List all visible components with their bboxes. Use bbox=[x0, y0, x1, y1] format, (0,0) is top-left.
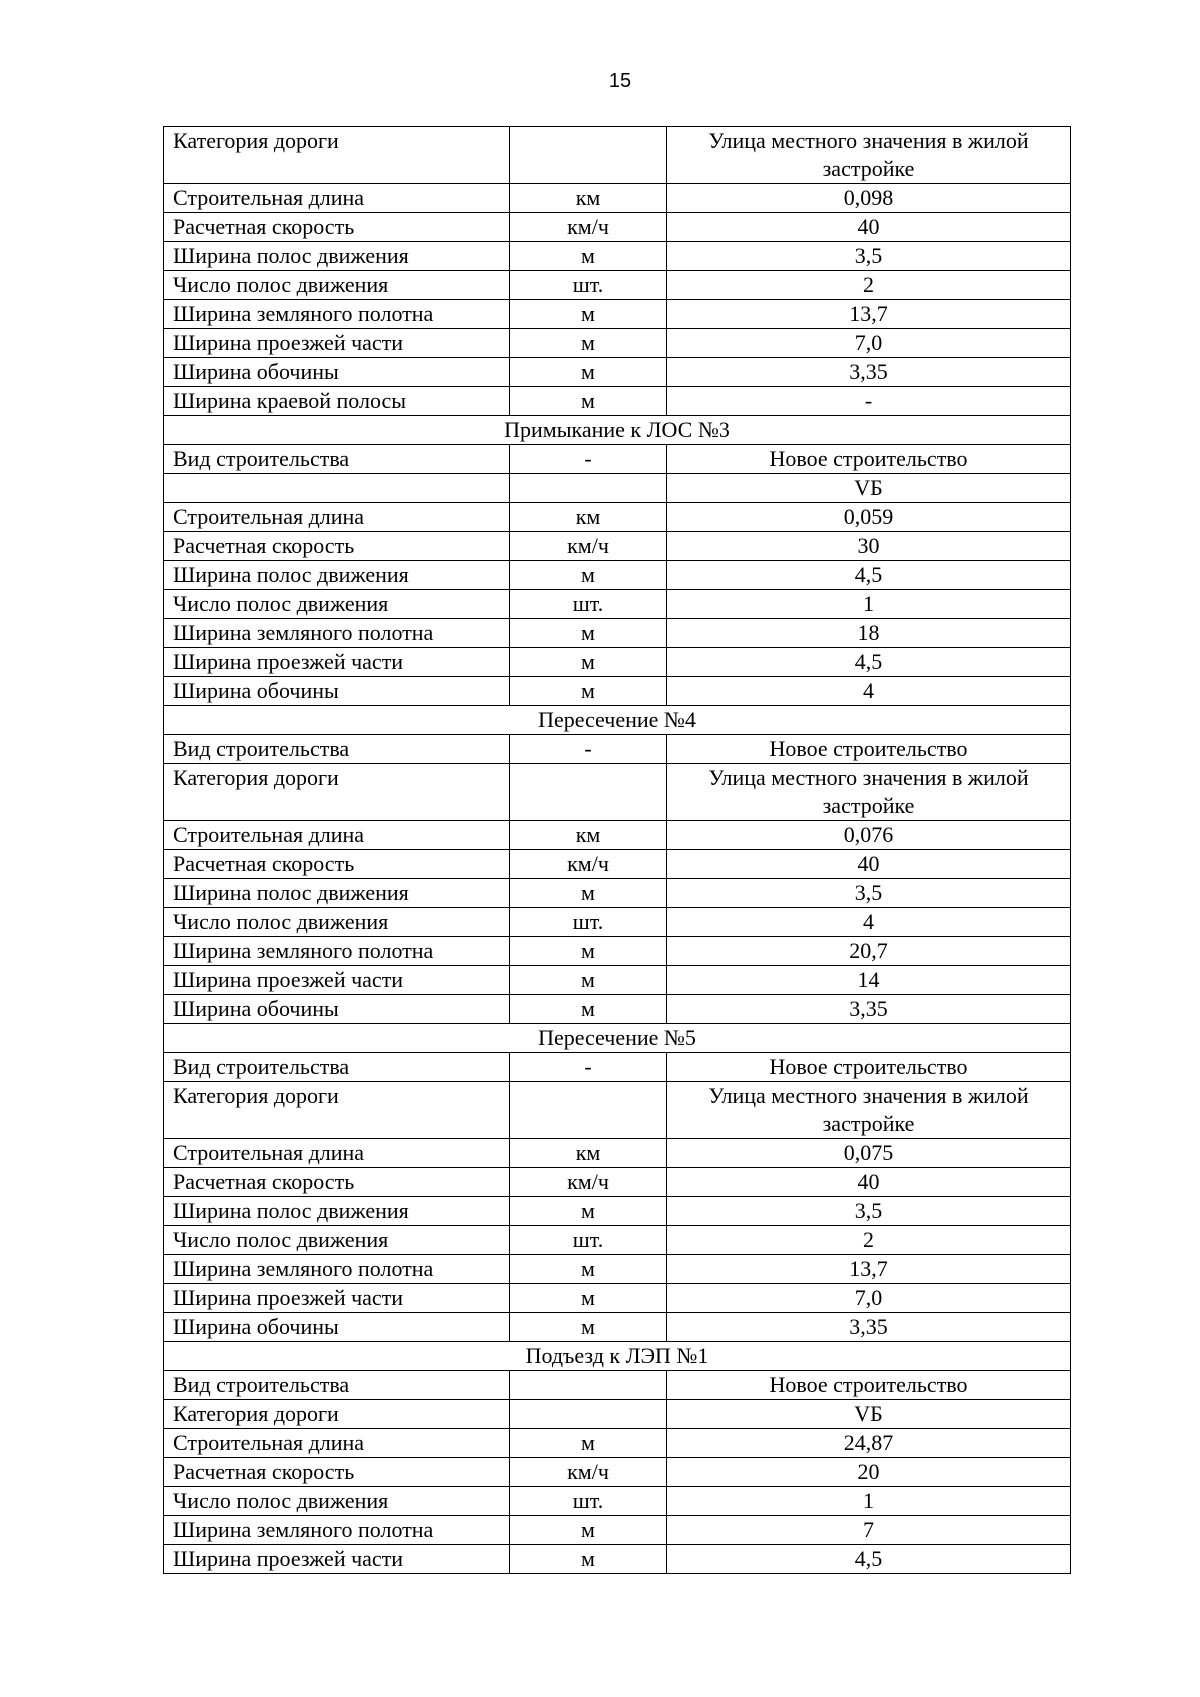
value-cell: 4,5 bbox=[667, 1545, 1071, 1574]
param-cell: Ширина земляного полотна bbox=[164, 300, 510, 329]
table-row bbox=[164, 1226, 1071, 1255]
value-cell: 1 bbox=[667, 1487, 1071, 1516]
unit-cell: м bbox=[510, 561, 667, 590]
param-cell: Расчетная скорость bbox=[164, 213, 510, 242]
param-cell: Число полос движения bbox=[164, 271, 510, 300]
param-cell: Ширина земляного полотна bbox=[164, 1516, 510, 1545]
value-cell: Улица местного значения в жилой застройке bbox=[667, 764, 1071, 821]
table-row bbox=[164, 1400, 1071, 1429]
unit-cell: шт. bbox=[510, 1487, 667, 1516]
table-row bbox=[164, 300, 1071, 329]
unit-cell: м bbox=[510, 1284, 667, 1313]
table-row bbox=[164, 1545, 1071, 1574]
value-cell: 30 bbox=[667, 532, 1071, 561]
table-row bbox=[164, 184, 1071, 213]
unit-cell bbox=[510, 474, 667, 503]
unit-cell: м bbox=[510, 1255, 667, 1284]
unit-cell: м bbox=[510, 1429, 667, 1458]
value-cell: Новое строительство bbox=[667, 1053, 1071, 1082]
value-cell: 3,35 bbox=[667, 358, 1071, 387]
unit-cell: км/ч bbox=[510, 1458, 667, 1487]
value-cell: Улица местного значения в жилой застройке bbox=[667, 127, 1071, 184]
unit-cell: км/ч bbox=[510, 850, 667, 879]
table-row bbox=[164, 358, 1071, 387]
unit-cell: м bbox=[510, 1545, 667, 1574]
table-row bbox=[164, 127, 1071, 184]
unit-cell: км/ч bbox=[510, 532, 667, 561]
value-cell: 13,7 bbox=[667, 300, 1071, 329]
table-row bbox=[164, 1139, 1071, 1168]
table-row bbox=[164, 532, 1071, 561]
section-header-row bbox=[164, 1342, 1071, 1371]
value-cell: 4,5 bbox=[667, 561, 1071, 590]
unit-cell bbox=[510, 1371, 667, 1400]
value-cell: 7,0 bbox=[667, 1284, 1071, 1313]
table-row bbox=[164, 908, 1071, 937]
table-row bbox=[164, 1255, 1071, 1284]
unit-cell: - bbox=[510, 445, 667, 474]
param-cell: Категория дороги bbox=[164, 1400, 510, 1429]
table-row bbox=[164, 937, 1071, 966]
value-cell: 40 bbox=[667, 850, 1071, 879]
value-cell: VБ bbox=[667, 1400, 1071, 1429]
param-cell: Ширина полос движения bbox=[164, 561, 510, 590]
unit-cell: м bbox=[510, 1516, 667, 1545]
value-cell: 20 bbox=[667, 1458, 1071, 1487]
param-cell: Ширина полос движения bbox=[164, 242, 510, 271]
section-title: Пересечение №5 bbox=[164, 1024, 1071, 1053]
value-cell: 3,35 bbox=[667, 1313, 1071, 1342]
table-row bbox=[164, 1313, 1071, 1342]
unit-cell: шт. bbox=[510, 1226, 667, 1255]
table-row bbox=[164, 966, 1071, 995]
table-row bbox=[164, 1284, 1071, 1313]
value-cell: 1 bbox=[667, 590, 1071, 619]
param-cell: Ширина проезжей части bbox=[164, 1545, 510, 1574]
table-row bbox=[164, 590, 1071, 619]
value-cell: 2 bbox=[667, 271, 1071, 300]
param-cell: Число полос движения bbox=[164, 1226, 510, 1255]
param-cell: Ширина земляного полотна bbox=[164, 937, 510, 966]
value-cell: 14 bbox=[667, 966, 1071, 995]
param-cell: Ширина земляного полотна bbox=[164, 1255, 510, 1284]
table-row bbox=[164, 821, 1071, 850]
table-row bbox=[164, 879, 1071, 908]
unit-cell bbox=[510, 1400, 667, 1429]
page-number: 15 bbox=[608, 70, 632, 92]
value-cell: VБ bbox=[667, 474, 1071, 503]
table-row bbox=[164, 1082, 1071, 1139]
table-row bbox=[164, 1168, 1071, 1197]
table-row bbox=[164, 271, 1071, 300]
table-row bbox=[164, 995, 1071, 1024]
unit-cell: шт. bbox=[510, 908, 667, 937]
table-row bbox=[164, 1487, 1071, 1516]
table-body bbox=[164, 127, 1071, 1574]
param-cell: Строительная длина bbox=[164, 821, 510, 850]
section-header-row bbox=[164, 416, 1071, 445]
param-cell: Расчетная скорость bbox=[164, 1458, 510, 1487]
unit-cell: км bbox=[510, 184, 667, 213]
param-cell: Ширина обочины bbox=[164, 995, 510, 1024]
value-cell: 2 bbox=[667, 1226, 1071, 1255]
value-cell: 24,87 bbox=[667, 1429, 1071, 1458]
unit-cell: км bbox=[510, 821, 667, 850]
value-cell: 3,35 bbox=[667, 995, 1071, 1024]
param-cell: Число полос движения bbox=[164, 590, 510, 619]
value-cell: 20,7 bbox=[667, 937, 1071, 966]
unit-cell: м bbox=[510, 242, 667, 271]
section-title: Пересечение №4 bbox=[164, 706, 1071, 735]
param-cell: Расчетная скорость bbox=[164, 850, 510, 879]
value-cell: 7 bbox=[667, 1516, 1071, 1545]
param-cell: Расчетная скорость bbox=[164, 532, 510, 561]
param-cell: Категория дороги bbox=[164, 127, 510, 184]
unit-cell: - bbox=[510, 735, 667, 764]
table-row bbox=[164, 1458, 1071, 1487]
param-cell: Ширина обочины bbox=[164, 1313, 510, 1342]
param-cell: Ширина проезжей части bbox=[164, 648, 510, 677]
value-cell: 13,7 bbox=[667, 1255, 1071, 1284]
table-row bbox=[164, 850, 1071, 879]
unit-cell: м bbox=[510, 937, 667, 966]
value-cell: 4,5 bbox=[667, 648, 1071, 677]
table-row bbox=[164, 561, 1071, 590]
unit-cell: шт. bbox=[510, 271, 667, 300]
value-cell: 0,059 bbox=[667, 503, 1071, 532]
table-row bbox=[164, 445, 1071, 474]
param-cell: Ширина проезжей части bbox=[164, 1284, 510, 1313]
param-cell: Расчетная скорость bbox=[164, 1168, 510, 1197]
value-cell: 3,5 bbox=[667, 1197, 1071, 1226]
unit-cell bbox=[510, 1082, 667, 1139]
unit-cell: м bbox=[510, 879, 667, 908]
unit-cell bbox=[510, 764, 667, 821]
value-cell: 0,098 bbox=[667, 184, 1071, 213]
unit-cell: км/ч bbox=[510, 1168, 667, 1197]
table-row bbox=[164, 329, 1071, 358]
table-row bbox=[164, 764, 1071, 821]
value-cell: Новое строительство bbox=[667, 1371, 1071, 1400]
param-cell: Строительная длина bbox=[164, 1429, 510, 1458]
table-row bbox=[164, 1516, 1071, 1545]
value-cell: 3,5 bbox=[667, 242, 1071, 271]
value-cell: - bbox=[667, 387, 1071, 416]
section-title: Подъезд к ЛЭП №1 bbox=[164, 1342, 1071, 1371]
value-cell: 40 bbox=[667, 1168, 1071, 1197]
unit-cell: м bbox=[510, 358, 667, 387]
table-row bbox=[164, 213, 1071, 242]
unit-cell: км bbox=[510, 503, 667, 532]
param-cell: Ширина обочины bbox=[164, 677, 510, 706]
param-cell: Ширина проезжей части bbox=[164, 966, 510, 995]
table-row bbox=[164, 1371, 1071, 1400]
value-cell: 3,5 bbox=[667, 879, 1071, 908]
param-cell: Ширина полос движения bbox=[164, 1197, 510, 1226]
param-cell: Категория дороги bbox=[164, 764, 510, 821]
param-cell: Ширина полос движения bbox=[164, 879, 510, 908]
unit-cell: м bbox=[510, 300, 667, 329]
unit-cell: м bbox=[510, 329, 667, 358]
unit-cell: - bbox=[510, 1053, 667, 1082]
value-cell: 7,0 bbox=[667, 329, 1071, 358]
section-header-row bbox=[164, 706, 1071, 735]
param-cell: Ширина земляного полотна bbox=[164, 619, 510, 648]
section-header-row bbox=[164, 1024, 1071, 1053]
param-cell: Вид строительства bbox=[164, 1053, 510, 1082]
value-cell: Улица местного значения в жилой застройке bbox=[667, 1082, 1071, 1139]
param-cell: Вид строительства bbox=[164, 1371, 510, 1400]
param-cell: Ширина обочины bbox=[164, 358, 510, 387]
value-cell: 0,075 bbox=[667, 1139, 1071, 1168]
value-cell: 4 bbox=[667, 677, 1071, 706]
value-cell: 40 bbox=[667, 213, 1071, 242]
road-parameters-table bbox=[163, 126, 1071, 1574]
unit-cell: м bbox=[510, 1197, 667, 1226]
table-row bbox=[164, 1197, 1071, 1226]
value-cell: Новое строительство bbox=[667, 445, 1071, 474]
unit-cell: м bbox=[510, 966, 667, 995]
param-cell: Число полос движения bbox=[164, 1487, 510, 1516]
unit-cell: м bbox=[510, 995, 667, 1024]
param-cell: Категория дороги bbox=[164, 1082, 510, 1139]
table-row bbox=[164, 619, 1071, 648]
table-row bbox=[164, 1429, 1071, 1458]
table-row bbox=[164, 735, 1071, 764]
param-cell bbox=[164, 474, 510, 503]
param-cell: Ширина краевой полосы bbox=[164, 387, 510, 416]
param-cell: Вид строительства bbox=[164, 445, 510, 474]
table-row bbox=[164, 1053, 1071, 1082]
section-title: Примыкание к ЛОС №3 bbox=[164, 416, 1071, 445]
table-row bbox=[164, 387, 1071, 416]
param-cell: Вид строительства bbox=[164, 735, 510, 764]
param-cell: Строительная длина bbox=[164, 1139, 510, 1168]
unit-cell: км/ч bbox=[510, 213, 667, 242]
param-cell: Ширина проезжей части bbox=[164, 329, 510, 358]
param-cell: Строительная длина bbox=[164, 184, 510, 213]
param-cell: Число полос движения bbox=[164, 908, 510, 937]
value-cell: Новое строительство bbox=[667, 735, 1071, 764]
value-cell: 18 bbox=[667, 619, 1071, 648]
table-row bbox=[164, 677, 1071, 706]
table-row bbox=[164, 503, 1071, 532]
unit-cell bbox=[510, 127, 667, 184]
table-row bbox=[164, 648, 1071, 677]
table-row bbox=[164, 242, 1071, 271]
value-cell: 0,076 bbox=[667, 821, 1071, 850]
unit-cell: м bbox=[510, 387, 667, 416]
table-row bbox=[164, 474, 1071, 503]
unit-cell: м bbox=[510, 677, 667, 706]
unit-cell: км bbox=[510, 1139, 667, 1168]
unit-cell: м bbox=[510, 1313, 667, 1342]
unit-cell: м bbox=[510, 619, 667, 648]
param-cell: Строительная длина bbox=[164, 503, 510, 532]
unit-cell: м bbox=[510, 648, 667, 677]
unit-cell: шт. bbox=[510, 590, 667, 619]
value-cell: 4 bbox=[667, 908, 1071, 937]
